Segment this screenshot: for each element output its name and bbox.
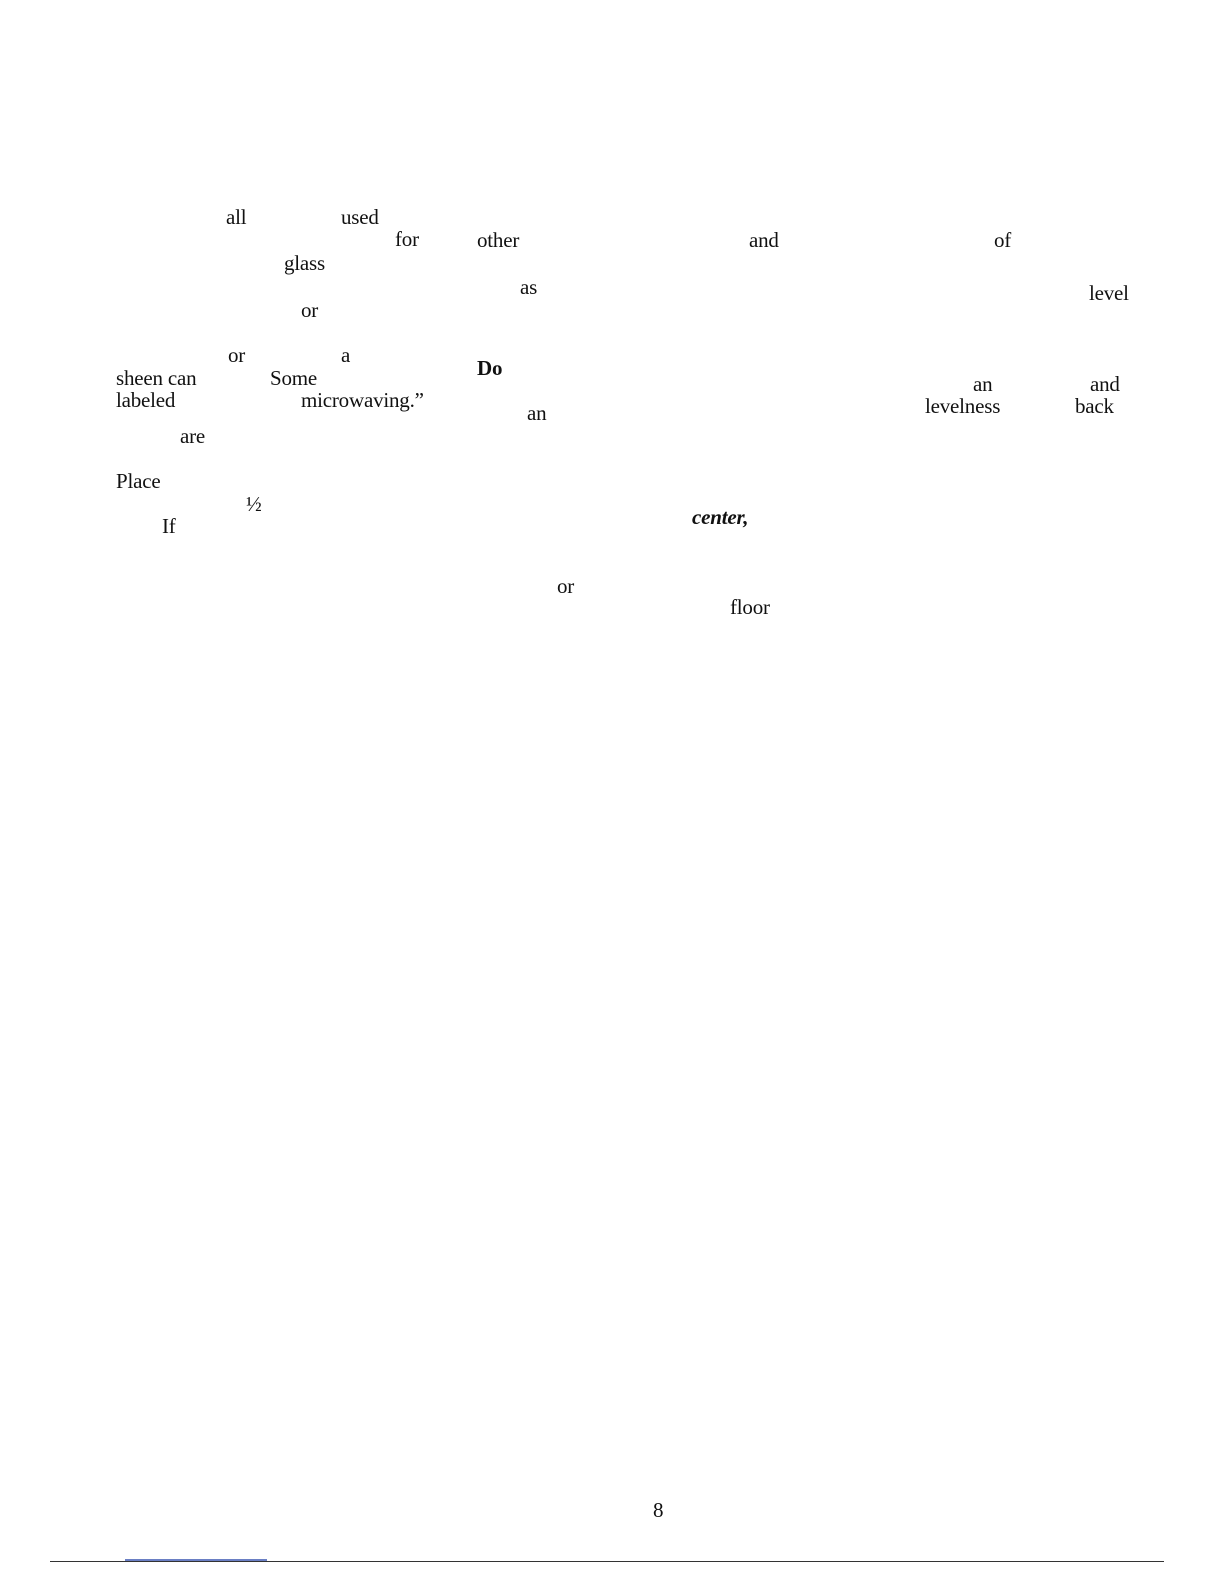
word-fragment: for [395, 227, 419, 251]
word-fragment: Place [116, 469, 161, 493]
word-fragment: all [226, 205, 247, 229]
word-fragment: back [1075, 394, 1114, 418]
word-fragment: and [1090, 372, 1120, 396]
word-fragment: glass [284, 251, 326, 275]
word-fragment: ½ [246, 492, 262, 516]
word-fragment: microwaving.” [301, 388, 424, 412]
word-fragment: If [162, 514, 176, 538]
page-number: 8 [653, 1498, 664, 1522]
footer-rule [50, 1561, 1164, 1562]
word-fragment: a [341, 343, 351, 367]
word-fragment: of [994, 228, 1012, 252]
word-fragment: Some [270, 366, 318, 390]
word-fragment: Do [477, 356, 503, 380]
word-fragment: used [341, 205, 379, 229]
word-fragment: or [301, 298, 319, 322]
footer-accent-rule [125, 1559, 267, 1561]
word-fragment: and [749, 228, 779, 252]
word-fragment: floor [730, 595, 770, 619]
word-fragment: an [527, 401, 547, 425]
word-fragment: level [1089, 281, 1129, 305]
word-fragment: are [180, 424, 206, 448]
word-fragment: center, [692, 505, 749, 529]
word-fragment: levelness [925, 394, 1001, 418]
word-fragment: as [520, 275, 538, 299]
word-fragment: an [973, 372, 993, 396]
word-fragment: labeled [116, 388, 176, 412]
word-fragment: or [228, 343, 246, 367]
word-fragment: other [477, 228, 520, 252]
word-fragment: or [557, 574, 575, 598]
word-fragment: sheen can [116, 366, 197, 390]
